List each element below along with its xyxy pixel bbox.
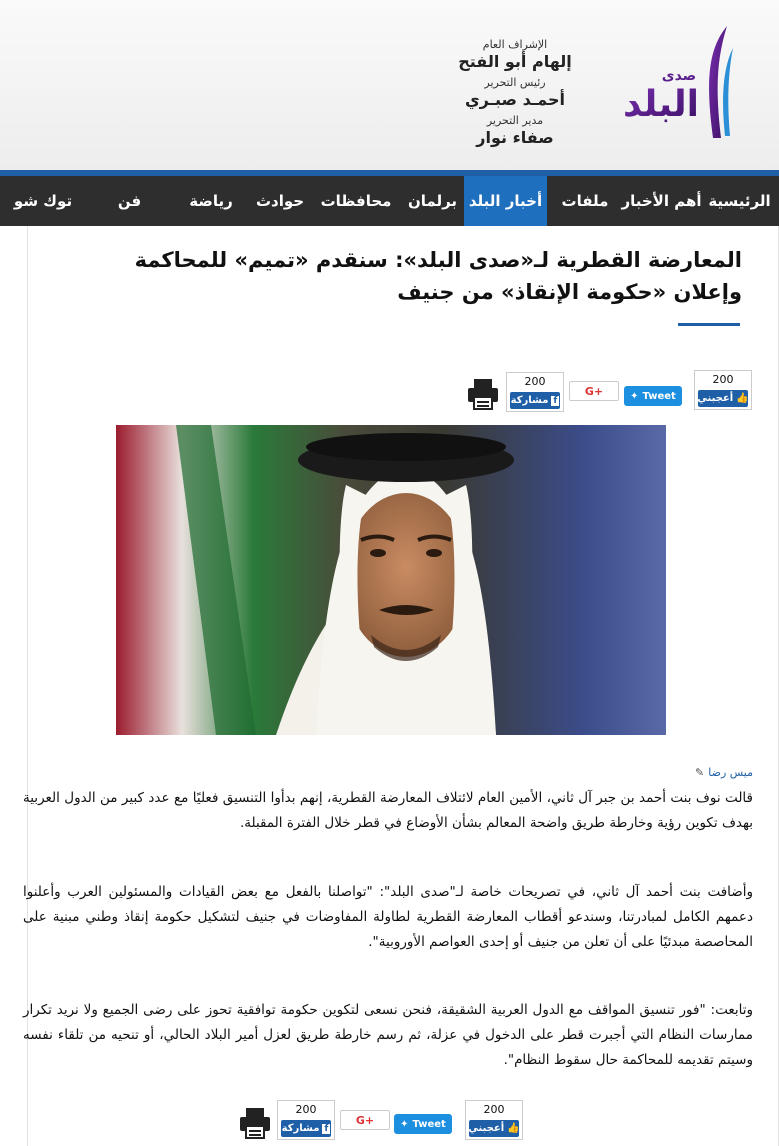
nav-item-governorates[interactable]: محافظات <box>320 192 392 210</box>
facebook-icon: f <box>553 395 558 406</box>
staff-role-1: الإشراف العام <box>482 38 548 51</box>
thumbs-up-icon: 👍 <box>736 393 749 404</box>
print-icon-bottom[interactable] <box>238 1106 272 1140</box>
staff-role-3: مدير التحرير <box>486 114 544 127</box>
article-paragraph-1: قالت نوف بنت أحمد بن جبر آل ثاني، الأمين العام لائتلاف المعارضة القطرية، إنهم بدأوا التنسيق فعليًا مع عدد كبير من الدول العربية بهدف تكوين رؤية وخارطة طريق واضحة المعالم بشأن الأوضاع في قطر خلال الفترة المقبلة. <box>23 790 753 831</box>
author-name: ميس رضا <box>708 766 753 779</box>
staff-name-2: أحمـد صبـري <box>464 90 566 109</box>
article-photo <box>116 425 666 735</box>
tweet-button[interactable] <box>624 386 682 406</box>
staff-role-2: رئيس التحرير <box>484 76 546 89</box>
tweet-label: Tweet <box>642 390 676 402</box>
nav-item-parliament[interactable]: برلمان <box>407 192 458 210</box>
site-logo[interactable] <box>609 18 739 143</box>
google-plus-button-bottom[interactable] <box>340 1110 390 1130</box>
tweet-label-bottom: Tweet <box>412 1118 446 1130</box>
nav-item-top-news[interactable]: أهم الأخبار <box>621 192 702 210</box>
nav-item-accidents[interactable]: حوادث <box>255 192 305 210</box>
like-label: أعجبني <box>697 393 734 404</box>
article-paragraph-3: وتابعت: "فور تنسيق المواقف مع الدول العربية الشقيقة، فنحن نسعى لتكوين حكومة توافقية تحوز على رضى الجميع ولا نريد تكرار ممارسات النظام التي أجبرت قطر على الدخول في عزلة، ثم رسم خارطة طريق لعزل أمير البلاد الحالي، أو تنحيه من تلقاء نفسه وسيتم تقديمه للمحاكمة حال سقوط النظام". <box>23 1002 753 1068</box>
nav-item-home[interactable]: الرئيسية <box>708 192 771 210</box>
like-label-bottom: أعجبني <box>468 1123 505 1134</box>
share-count-bottom: 200 <box>295 1103 317 1116</box>
article-title: المعارضة القطرية لـ«صدى البلد»: سنقدم «تميم» للمحاكمة وإعلان «حكومة الإنقاذ» من جنيف <box>134 248 742 304</box>
nav-item-art[interactable]: فن <box>117 192 142 210</box>
facebook-share-button-bottom[interactable] <box>277 1100 335 1140</box>
nav-item-sports[interactable]: رياضة <box>189 192 233 210</box>
nav-item-files[interactable]: ملفات <box>561 192 609 210</box>
gplus-label: G+ <box>584 384 604 398</box>
staff-name-1: إلهام أبو الفتح <box>458 52 572 71</box>
thumbs-up-icon: 👍 <box>507 1123 520 1134</box>
facebook-share-button[interactable] <box>506 372 564 412</box>
gplus-label-bottom: G+ <box>355 1113 375 1127</box>
share-count: 200 <box>524 375 546 388</box>
share-label-bottom: مشاركة <box>281 1123 320 1134</box>
main-nav <box>0 176 779 226</box>
like-count: 200 <box>712 373 734 386</box>
share-label: مشاركة <box>510 395 549 406</box>
tweet-button-bottom[interactable] <box>394 1114 452 1134</box>
title-underline <box>678 323 740 326</box>
nav-item-elbalad-news[interactable]: أخبار البلد <box>464 176 547 226</box>
google-plus-button[interactable] <box>569 381 619 401</box>
facebook-icon: f <box>324 1123 329 1134</box>
svg-text:البلد: البلد <box>622 84 700 125</box>
facebook-like-button-bottom[interactable] <box>465 1100 523 1140</box>
pencil-icon: ✎ <box>695 766 705 779</box>
article-author[interactable] <box>695 766 753 779</box>
print-icon[interactable] <box>466 377 500 411</box>
site-header <box>0 0 779 170</box>
staff-name-3: صفاء نوار <box>476 128 554 147</box>
twitter-bird-icon: ✦ <box>400 1118 409 1130</box>
twitter-bird-icon: ✦ <box>630 390 639 402</box>
staff-credits <box>440 38 590 152</box>
sada-elbalad-logo-icon <box>609 18 739 143</box>
like-count-bottom: 200 <box>483 1103 505 1116</box>
nav-item-talk-show[interactable]: توك شو <box>13 192 73 210</box>
svg-text:صدى: صدى <box>661 68 697 84</box>
article-paragraph-2: وأضافت بنت أحمد آل ثاني، في تصريحات خاصة لـ"صدى البلد": "تواصلنا بالفعل مع بعض القيادات والمسئولين العرب وأعلنوا دعمهم الكامل لمبادرتنا، وسندعو أقطاب المعارضة القطرية لطاولة المفاوضات في جنيف لتشكيل حكومة إنقاذ وطني مبنية على المحاصصة مبدئيًا على أن تعلن من جنيف أو إحدى العواصم الأوروبية". <box>23 884 753 950</box>
facebook-like-button[interactable] <box>694 370 752 410</box>
